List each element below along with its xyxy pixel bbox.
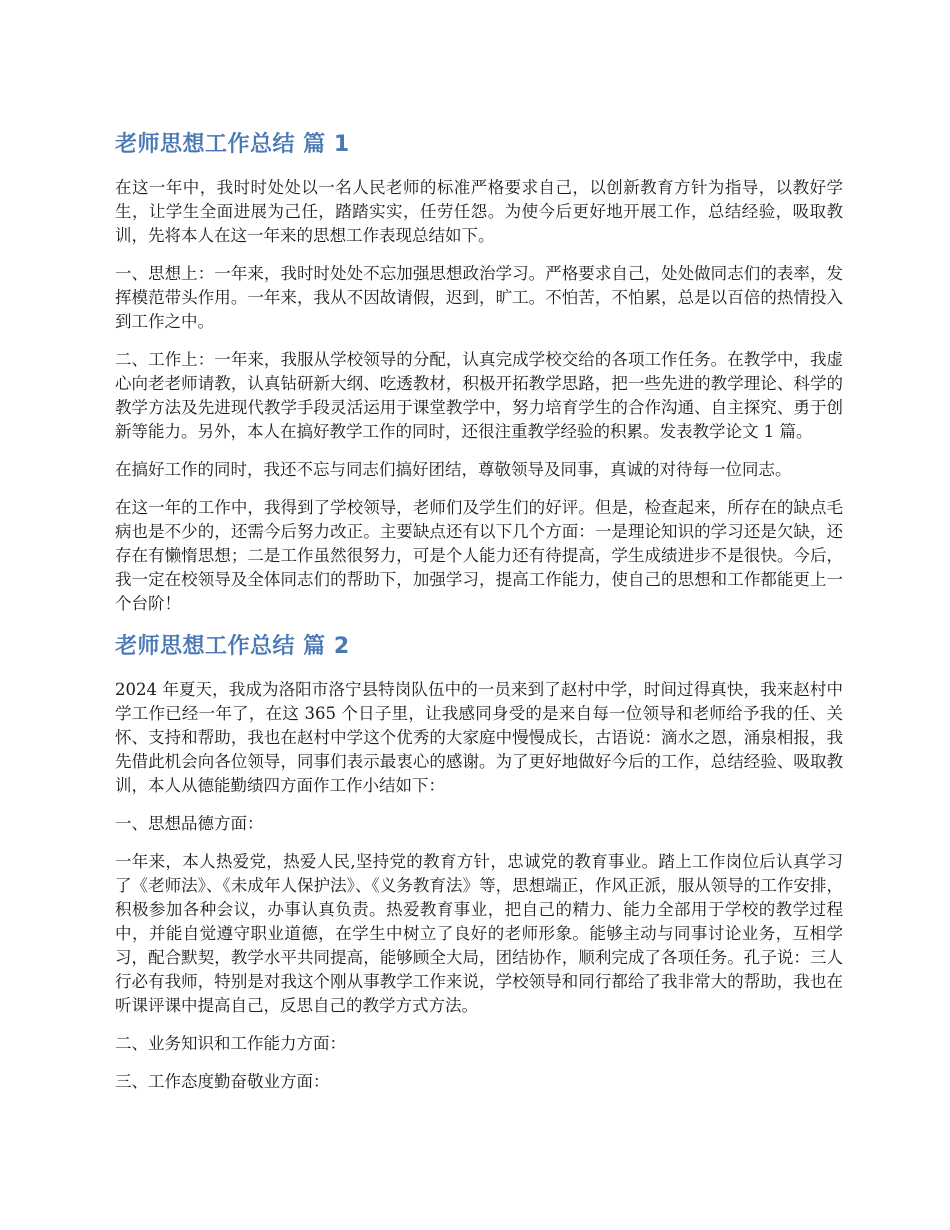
paragraph: 二、工作上：一年来，我服从学校领导的分配，认真完成学校交给的各项工作任务。在教学中，我虚心向老老师请教，认真钻研新大纲、吃透教材，积极开拓教学思路，把一些先进的教学理论、科学的教学方法及先进现代教学手段灵活运用于课堂教学中，努力培育学生的合作沟通、自主探究、勇于创新等能力。另外，本人在搞好教学工作的同时，还很注重教学经验的积累。发表教学论文 1 篇。 <box>115 350 843 441</box>
paragraph: 在搞好工作的同时，我还不忘与同志们搞好团结，尊敬领导及同事，真诚的对待每一位同志。 <box>115 460 792 479</box>
paragraph: 在这一年的工作中，我得到了学校领导，老师们及学生们的好评。但是，检查起来，所存在的缺点毛病也是不少的，还需今后努力改正。主要缺点还有以下几个方面：一是理论知识的学习还是欠缺，还存在有懒惰思想；二是工作虽然很努力，可是个人能力还有待提高，学生成绩进步不是很快。今后，我一定在校领导及全体同志们的帮助下，加强学习，提高工作能力，使自己的思想和工作都能更上一个台阶！ <box>115 498 843 613</box>
paragraph: 一年来，本人热爱党，热爱人民,坚持党的教育方针，忠诚党的教育事业。踏上工作岗位后认真学习了《老师法》、《未成年人保护法》、《义务教育法》等，思想端正，作风正派，服从领导的工作安排，积极参加各种会议，办事认真负责。热爱教育事业，把自己的精力、能力全部用于学校的教学过程中，并能自觉遵守职业道德，在学生中树立了良好的老师形象。能够主动与同事讨论业务，互相学习，配合默契，教学水平共同提高，能够顾全大局，团结协作，顺利完成了各项任务。孔子说：三人行必有我师，特别是对我这个刚从事教学工作来说，学校领导和同行都给了我非常大的帮助，我也在听课评课中提高自己，反思自己的教学方式方法。 <box>115 852 843 1015</box>
paragraph: 在这一年中，我时时处处以一名人民老师的标准严格要求自己，以创新教育方针为指导，以教好学生，让学生全面进展为己任，踏踏实实，任劳任怨。为使今后更好地开展工作，总结经验，吸取教训，先将本人在这一年来的思想工作表现总结如下。 <box>115 178 843 245</box>
section-title-1: 老师思想工作总结 篇 1 <box>115 132 350 157</box>
paragraph: 一、思想上：一年来，我时时处处不忘加强思想政治学习。严格要求自己，处处做同志们的表率，发挥模范带头作用。一年来，我从不因故请假，迟到，旷工。不怕苦，不怕累，总是以百倍的热情投入到工作之中。 <box>115 264 843 331</box>
paragraph: 一、思想品德方面： <box>115 814 264 833</box>
paragraph: 2024 年夏天，我成为洛阳市洛宁县特岗队伍中的一员来到了赵村中学，时间过得真快，我来赵村中学工作已经一年了，在这 365 个日子里，让我感同身受的是来自每一位领导和老师给予我的任、关怀、支持和帮助，我也在赵村中学这个优秀的大家庭中慢慢成长，古语说：滴水之恩，涌泉相报，我先借此机会向各位领导，同事们表示最衷心的感谢。为了更好地做好今后的工作，总结经验、吸取教训，本人从德能勤绩四方面作工作小结如下： <box>115 680 843 795</box>
document-page <box>115 128 843 1108</box>
paragraph: 三、工作态度勤奋敬业方面： <box>115 1072 330 1091</box>
paragraph: 二、业务知识和工作能力方面： <box>115 1034 346 1053</box>
section-title-2: 老师思想工作总结 篇 2 <box>115 634 350 659</box>
